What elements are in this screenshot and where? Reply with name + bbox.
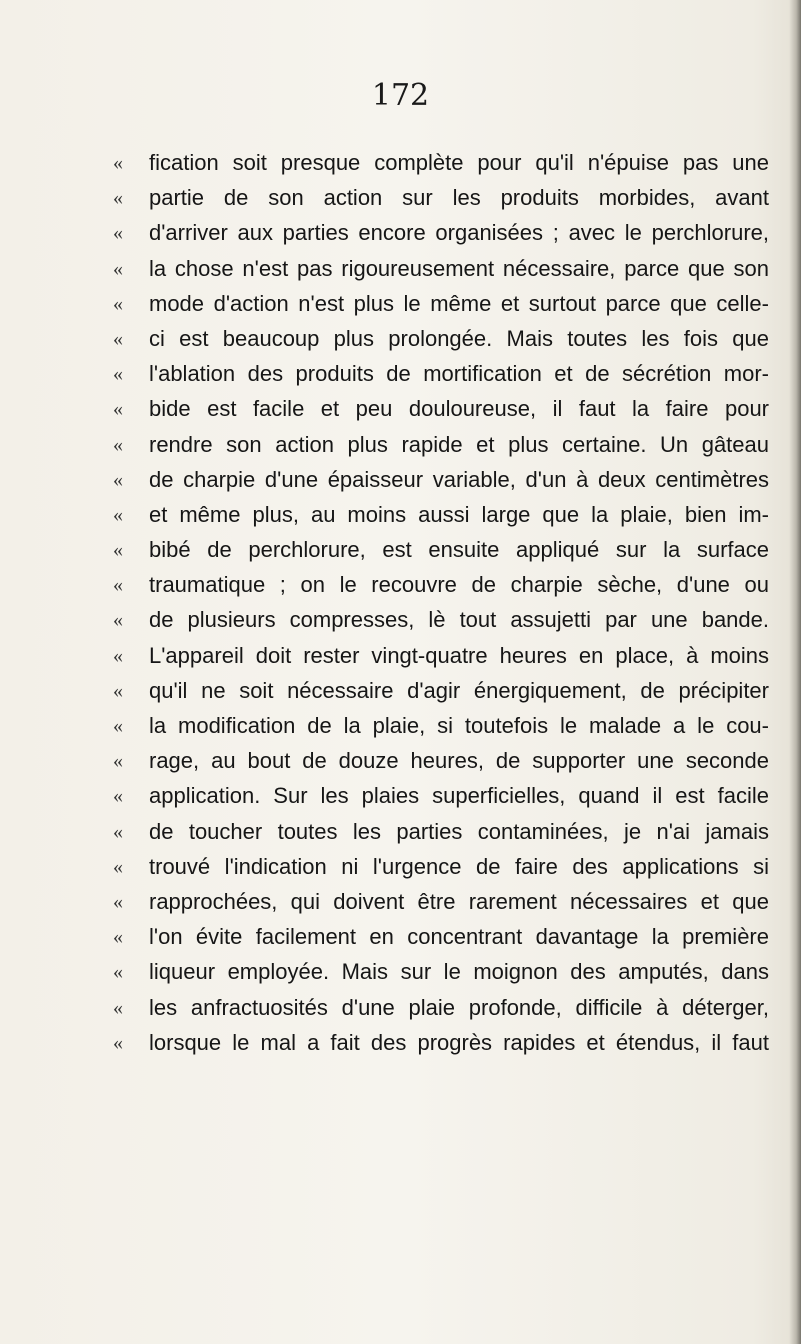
quote-mark: « (113, 433, 123, 456)
line-text: l'ablation des produits de mortification et de sécrétion mor- (149, 361, 769, 387)
text-line (113, 148, 773, 183)
line-text: de plusieurs compresses, lè tout assujetti par une bande. (149, 607, 769, 633)
text-line (113, 993, 773, 1028)
quote-mark: « (113, 785, 123, 808)
text-line (113, 817, 773, 852)
text-line (113, 218, 773, 253)
text-line (113, 957, 773, 992)
page-edge-shadow (789, 0, 801, 1344)
text-line (113, 324, 773, 359)
quote-mark: « (113, 961, 123, 984)
line-text: partie de son action sur les produits morbides, avant (149, 185, 769, 211)
line-text: la modification de la plaie, si toutefois le malade a le cou- (149, 713, 769, 738)
text-line (113, 254, 773, 289)
line-text: rage, au bout de douze heures, de supporter une seconde (149, 748, 769, 774)
quote-mark: « (113, 327, 123, 350)
quote-mark: « (113, 644, 123, 667)
line-text: mode d'action n'est plus le même et surtout parce que celle- (149, 290, 769, 316)
text-line (113, 500, 773, 535)
line-text: traumatique ; on le recouvre de charpie sèche, d'une ou (149, 572, 769, 598)
quote-mark: « (113, 820, 123, 843)
text-line (113, 605, 773, 640)
quote-mark: « (113, 750, 123, 773)
text-line (113, 641, 773, 676)
page-number: 172 (371, 78, 430, 113)
line-text: les anfractuosités d'une plaie profonde, difficile à déterger, (149, 994, 769, 1020)
text-line (113, 394, 773, 429)
text-line (113, 711, 773, 746)
quote-mark: « (113, 222, 123, 245)
quote-mark: « (113, 715, 123, 737)
line-text: lorsque le mal a fait des progrès rapides et étendus, il faut (149, 1029, 769, 1055)
text-line (113, 359, 773, 394)
quote-mark: « (113, 398, 123, 421)
text-line (113, 887, 773, 922)
quote-mark: « (113, 152, 123, 174)
line-text: fication soit presque complète pour qu'il n'épuise pas une (149, 150, 769, 175)
text-line (113, 676, 773, 711)
line-text: et même plus, au moins aussi large que la plaie, bien im- (149, 501, 769, 527)
text-line (113, 852, 773, 887)
line-text: bibé de perchlorure, est ensuite appliqué sur la surface (149, 537, 769, 563)
line-text: d'arriver aux parties encore organisées ; avec le perchlorure, (149, 220, 769, 246)
quote-mark: « (113, 503, 123, 526)
text-line (113, 781, 773, 816)
line-text: qu'il ne soit nécessaire d'agir énergiquement, de précipiter (149, 677, 769, 703)
line-text: liqueur employée. Mais sur le moignon des amputés, dans (149, 959, 769, 985)
quote-mark: « (113, 996, 123, 1019)
line-text: rapprochées, qui doivent être rarement nécessaires et que (149, 888, 769, 914)
quote-mark: « (113, 855, 123, 878)
quote-mark: « (113, 574, 123, 597)
text-line (113, 289, 773, 324)
line-text: la chose n'est pas rigoureusement nécessaire, parce que son (149, 255, 769, 281)
text-line (113, 183, 773, 218)
line-text: ci est beaucoup plus prolongée. Mais toutes les fois que (149, 325, 769, 351)
quote-mark: « (113, 609, 123, 632)
text-line (113, 746, 773, 781)
quote-mark: « (113, 679, 123, 702)
quote-mark: « (113, 926, 123, 949)
line-text: rendre son action plus rapide et plus certaine. Un gâteau (149, 431, 769, 457)
text-line (113, 430, 773, 465)
quote-mark: « (113, 292, 123, 315)
text-line (113, 465, 773, 500)
quote-mark: « (113, 468, 123, 491)
line-text: L'appareil doit rester vingt-quatre heures en place, à moins (149, 642, 769, 668)
quote-mark: « (113, 257, 123, 280)
quote-mark: « (113, 1031, 123, 1054)
line-text: trouvé l'indication ni l'urgence de faire des applications si (149, 853, 769, 879)
quote-mark: « (113, 363, 123, 386)
text-line (113, 570, 773, 605)
body-text (113, 148, 773, 1063)
text-line (113, 535, 773, 570)
quote-mark: « (113, 890, 123, 913)
line-text: de charpie d'une épaisseur variable, d'un à deux centimètres (149, 466, 769, 492)
text-line (113, 922, 773, 957)
line-text: de toucher toutes les parties contaminées, je n'ai jamais (149, 818, 769, 844)
line-text: application. Sur les plaies superficielles, quand il est facile (149, 783, 769, 809)
line-text: bide est facile et peu douloureuse, il faut la faire pour (149, 396, 769, 422)
quote-mark: « (113, 539, 123, 562)
text-line (113, 1028, 773, 1063)
line-text: l'on évite facilement en concentrant davantage la première (149, 924, 769, 950)
quote-mark: « (113, 187, 123, 210)
